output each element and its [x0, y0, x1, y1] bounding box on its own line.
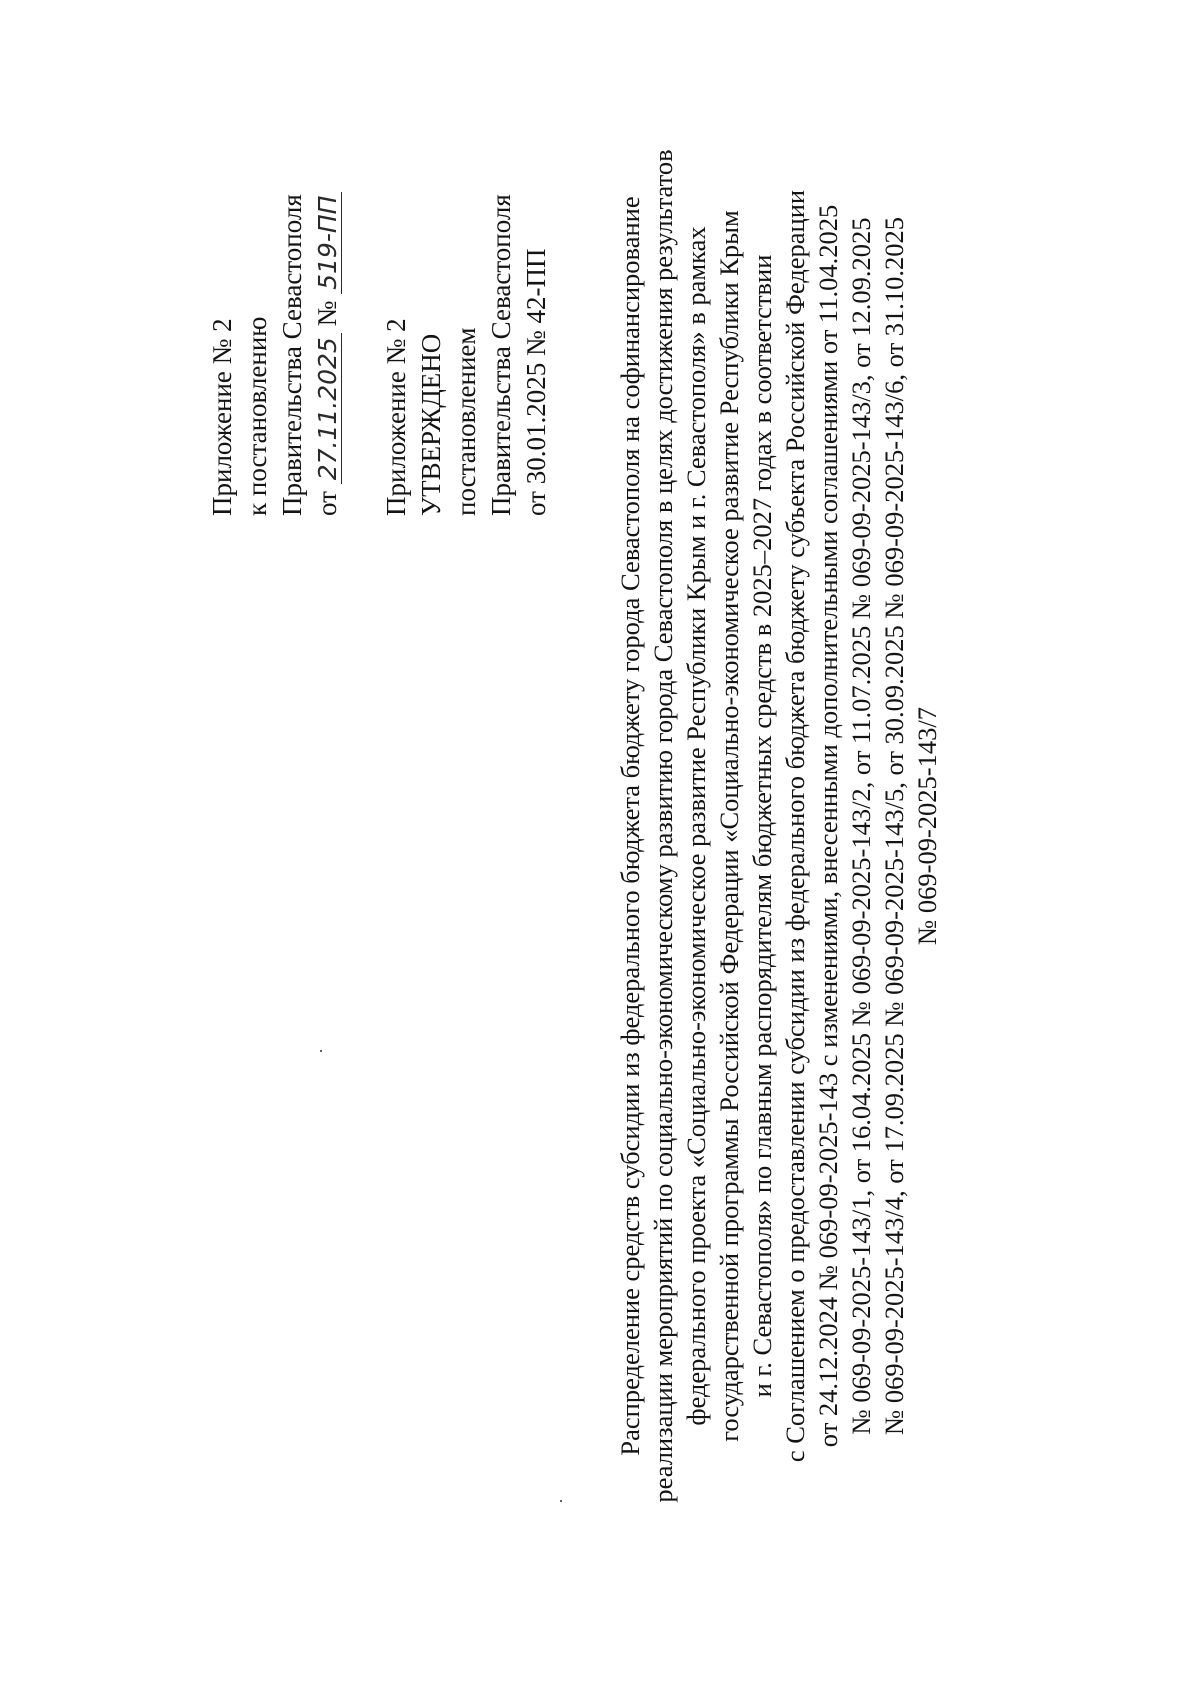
title-line: и г. Севастополя» по главным распорядителям бюджетных средств в 2025–2027 годах в соответствии — [747, 254, 777, 1398]
title-line: реализации мероприятий по социально-экономическому развитию города Севастополя в целях достижения результатов — [648, 149, 678, 1503]
by-resolution-label: постановлением — [451, 327, 481, 516]
block-spacer — [345, 126, 379, 516]
handwritten-date: 27.11.2025 — [315, 333, 342, 484]
appendix-label: Приложение № 2 — [207, 318, 237, 516]
number-prefix: № — [312, 293, 342, 334]
resolution-date-line — [310, 126, 345, 516]
title-line: Распределение средств субсидии из федерального бюджета бюджету города Севастополя на софинансирование — [615, 196, 645, 1456]
government-label: Правительства Севастополя — [277, 194, 307, 516]
title-line: № 069-09-2025-143/1, от 16.04.2025 № 069-09-2025-143/2, от 11.07.2025 № 069-09-2025-143/3, от 12.09.2025 — [846, 217, 876, 1435]
title-line: от 24.12.2024 № 069-09-2025-143 с изменениями, внесенными дополнительными соглашениями от 11.04.2025 — [813, 204, 843, 1448]
approval-original — [379, 126, 554, 516]
scan-speck — [560, 1500, 562, 1502]
approved-label: УТВЕРЖДЕНО — [416, 333, 446, 516]
original-government-label: Правительства Севастополя — [486, 194, 516, 516]
original-resolution-ref: от 30.01.2025 № 42-ПП — [521, 248, 551, 516]
date-prefix: от — [312, 484, 342, 516]
original-appendix-label: Приложение № 2 — [381, 318, 411, 516]
document-title — [614, 116, 944, 1536]
title-line: № 069-09-2025-143/7 — [912, 707, 942, 945]
scan-speck — [320, 1050, 322, 1052]
title-line: с Соглашением о предоставлении субсидии из федерального бюджета бюджету субъекта Российской Федерации — [780, 189, 810, 1463]
title-line: государственной программы Российской Федерации «Социально-экономическое развитие Республики Крым — [714, 210, 744, 1442]
to-resolution-label: к постановлению — [242, 316, 272, 516]
approval-block — [205, 126, 554, 516]
approval-current — [205, 126, 345, 516]
title-line: № 069-09-2025-143/4, от 17.09.2025 № 069-09-2025-143/5, от 30.09.2025 № 069-09-2025-143/6, от 31.10.2025 — [879, 216, 909, 1436]
title-line: федерального проекта «Социально-экономическое развитие Республики Крым и г. Севастополя» в рамках — [681, 226, 711, 1426]
handwritten-number: 519-ПП — [315, 192, 342, 294]
